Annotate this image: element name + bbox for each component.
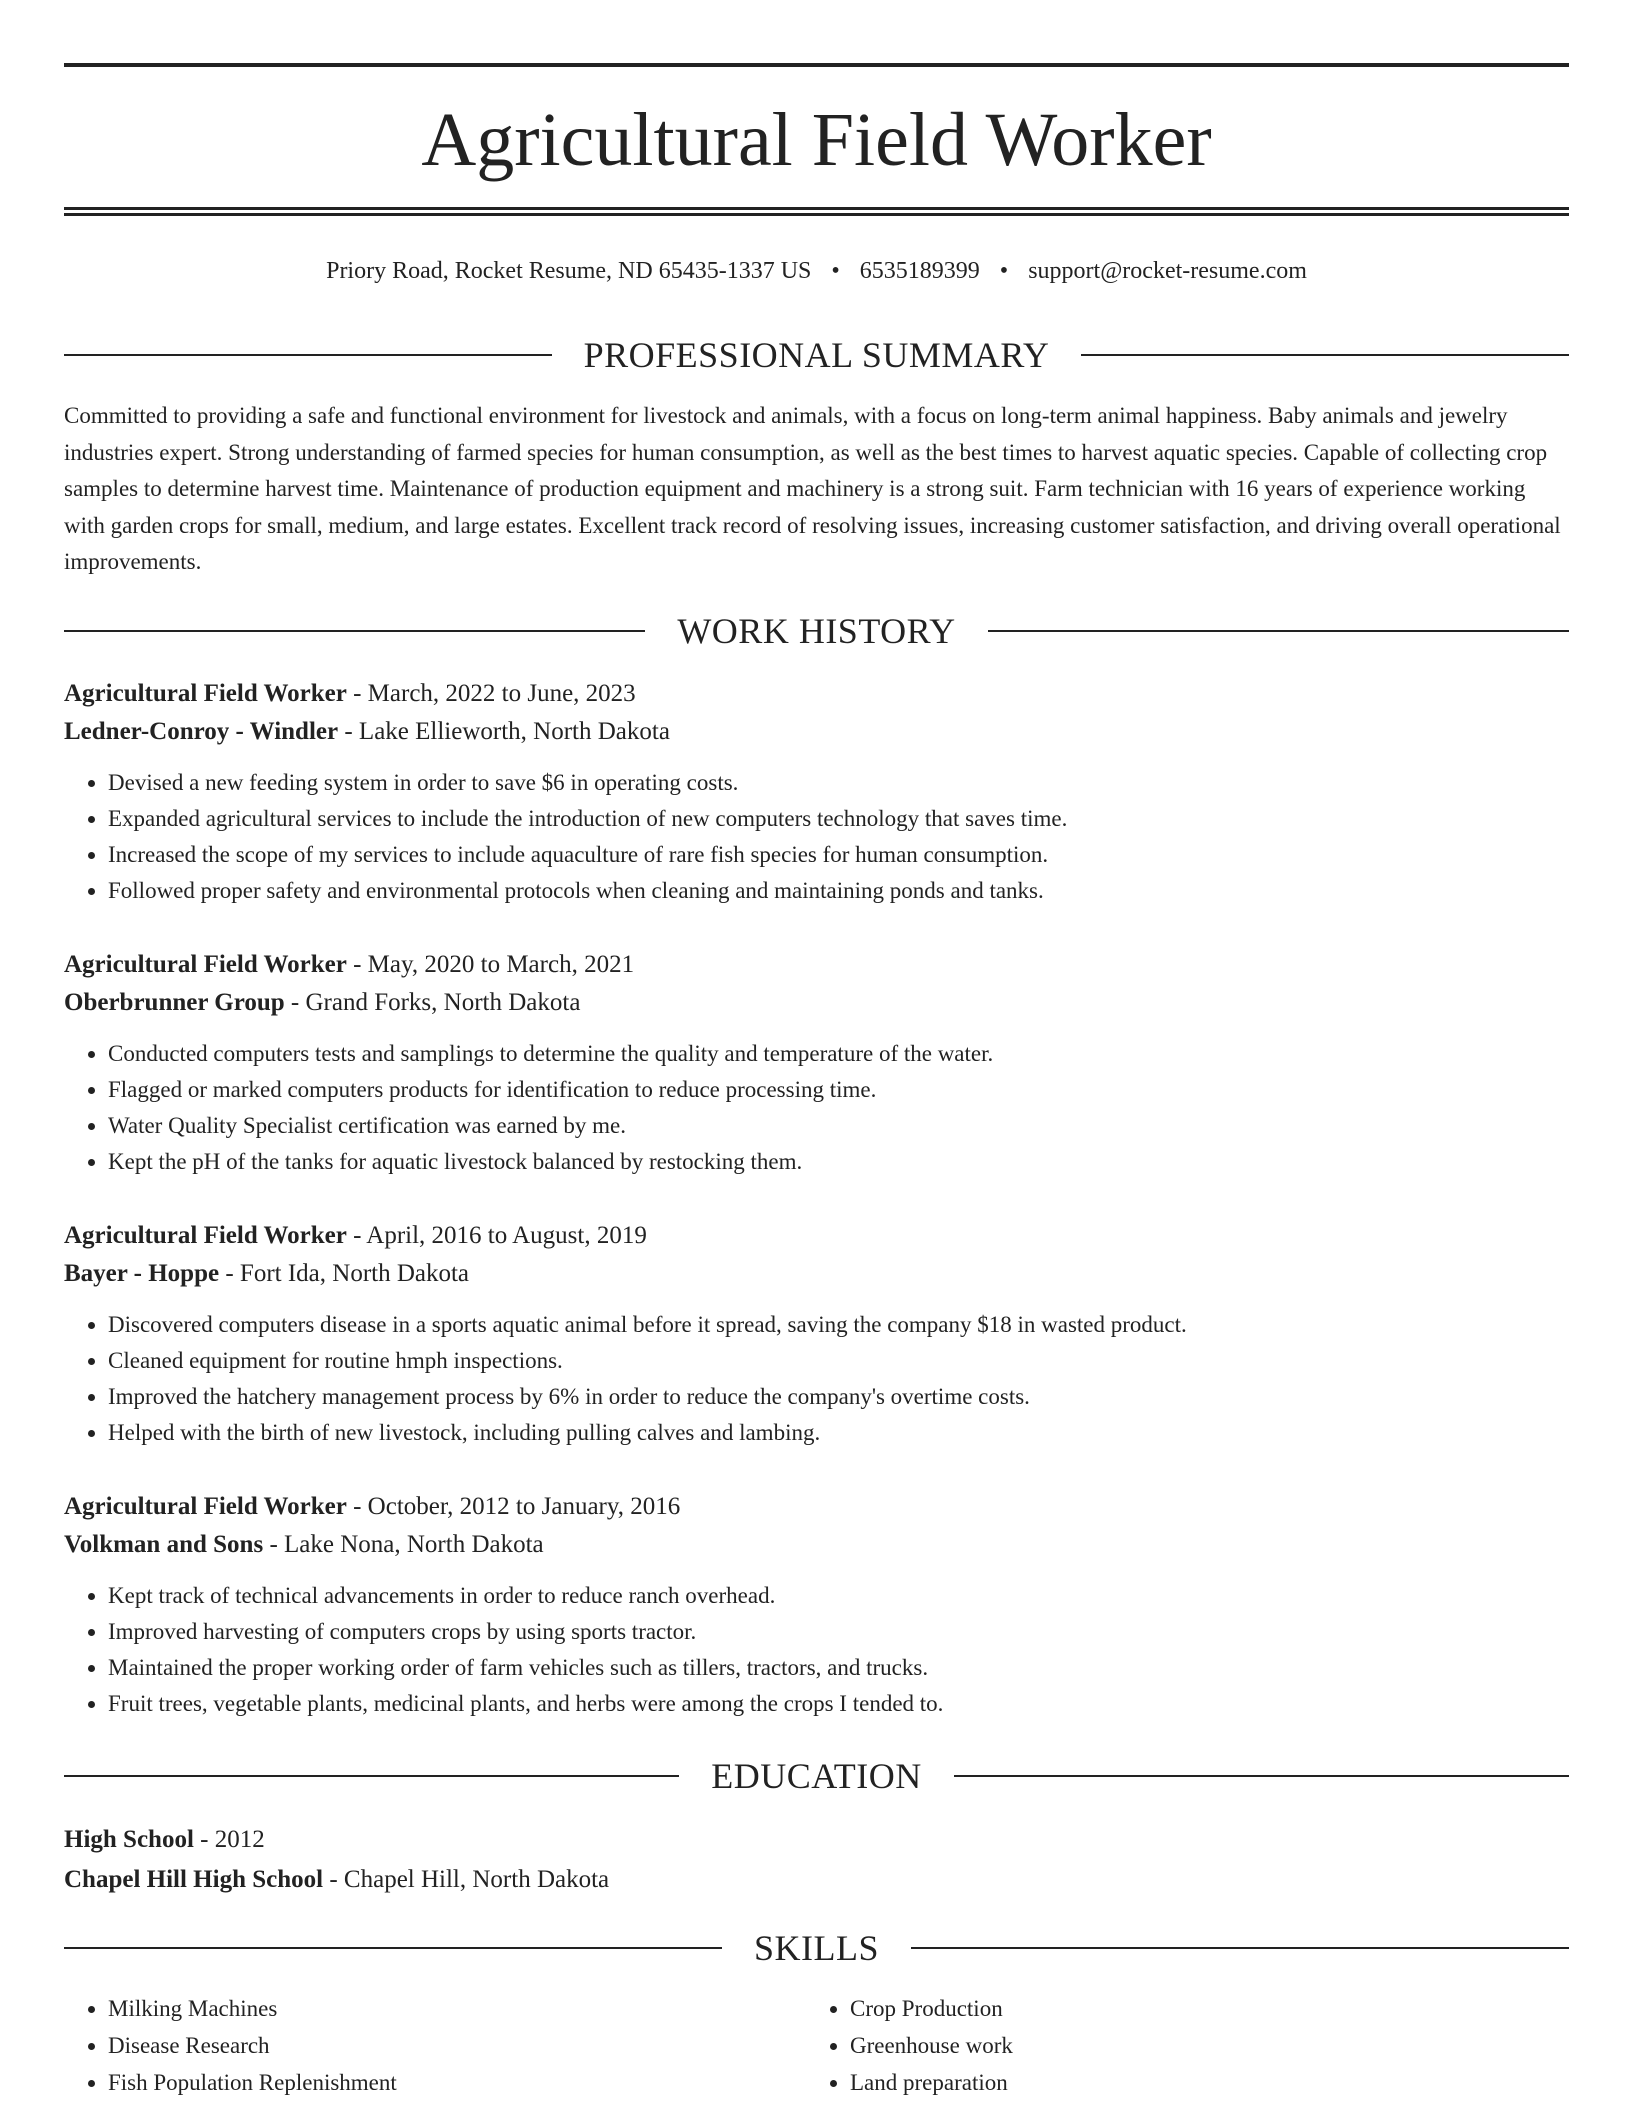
job-title: Agricultural Field Worker <box>64 1222 347 1249</box>
education-school-line <box>64 1860 1569 1900</box>
job-bullet: • Expanded agricultural services to include the introduction of new computers technology that saves time. <box>108 801 1569 837</box>
skill-item: • Milking Machines <box>108 1990 806 2027</box>
contact-address: Priory Road, Rocket Resume, ND 65435-1337 US <box>326 258 812 284</box>
education-year: - 2012 <box>193 1826 265 1853</box>
job-title: Agricultural Field Worker <box>64 1493 347 1520</box>
job-bullet: • Flagged or marked computers products for identification to reduce processing time. <box>108 1072 1569 1108</box>
job-dates: - October, 2012 to January, 2016 <box>346 1493 681 1520</box>
education-degree-line <box>64 1820 1569 1860</box>
job-company: Volkman and Sons <box>64 1531 264 1558</box>
top-rule <box>64 63 1569 67</box>
job-location: - Grand Forks, North Dakota <box>284 989 581 1016</box>
section-rule <box>64 630 645 632</box>
skill-item: • Land preparation <box>850 2064 1548 2101</box>
job-bullet: • Devised a new feeding system in order to save $6 in operating costs. <box>108 765 1569 801</box>
job-bullet: • Conducted computers tests and samplings to determine the quality and temperature of the water. <box>108 1036 1569 1072</box>
job-company: Bayer - Hoppe <box>64 1260 220 1287</box>
contact-separator: • <box>831 258 840 284</box>
section-rule <box>988 630 1569 632</box>
job-title-line <box>64 1488 1569 1526</box>
job-location: - Fort Ida, North Dakota <box>219 1260 470 1287</box>
job-title: Agricultural Field Worker <box>64 680 347 707</box>
job-entry <box>64 1217 1569 1451</box>
skill-item: • Disease Research <box>108 2027 806 2064</box>
section-title: SKILLS <box>754 1928 880 1968</box>
job-bullets <box>64 765 1569 909</box>
job-title: Agricultural Field Worker <box>64 951 347 978</box>
candidate-name: Agricultural Field Worker <box>421 98 1212 182</box>
job-entry <box>64 946 1569 1180</box>
job-location: - Lake Ellieworth, North Dakota <box>338 718 670 745</box>
skills-list <box>64 1990 1569 2101</box>
job-bullet: • Helped with the birth of new livestock, including pulling calves and lambing. <box>108 1415 1569 1451</box>
section-header-work <box>64 608 1569 654</box>
header-double-rule <box>64 207 1569 216</box>
job-bullets <box>64 1578 1569 1722</box>
contact-phone[interactable]: 6535189399 <box>859 258 980 284</box>
skills-column-right <box>806 1990 1548 2101</box>
job-title-line <box>64 1217 1569 1255</box>
job-title-line <box>64 946 1569 984</box>
section-header-skills <box>64 1925 1569 1971</box>
job-bullet: • Water Quality Specialist certification was earned by me. <box>108 1108 1569 1144</box>
job-bullet: • Improved the hatchery management process by 6% in order to reduce the company's overtime costs. <box>108 1379 1569 1415</box>
section-rule <box>64 354 552 356</box>
section-title: EDUCATION <box>711 1756 922 1796</box>
skills-column-left <box>64 1990 806 2101</box>
job-company-line <box>64 1526 1569 1564</box>
contact-separator: • <box>999 258 1009 284</box>
section-title: WORK HISTORY <box>677 611 956 651</box>
section-header-summary <box>64 332 1569 378</box>
job-company: Ledner-Conroy - Windler <box>64 718 339 745</box>
section-rule <box>1081 354 1569 356</box>
summary-paragraph: Committed to providing a safe and functional environment for livestock and animals, with a focus on long-term animal happiness. Baby animals and jewelry industries expert. Strong understanding of farmed species for human consumption, as well as the best times to harvest aquatic species. Capable of collecting crop samples to determine harvest time. Maintenance of production equipment and machinery is a strong suit. Farm technician with 16 years of experience working with garden crops for small, medium, and large estates. Excellent track record of resolving issues, increasing customer satisfaction, and driving overall operational improvements. <box>64 403 1561 574</box>
section-title: PROFESSIONAL SUMMARY <box>583 335 1050 375</box>
contact-line <box>64 254 1569 288</box>
job-bullet: • Cleaned equipment for routine hmph inspections. <box>108 1343 1569 1379</box>
job-bullet: • Discovered computers disease in a sports aquatic animal before it spread, saving the company $18 in wasted product. <box>108 1307 1569 1343</box>
job-location: - Lake Nona, North Dakota <box>263 1531 544 1558</box>
section-rule <box>911 1947 1569 1949</box>
job-entry <box>64 1488 1569 1722</box>
job-bullet: • Kept track of technical advancements in order to reduce ranch overhead. <box>108 1578 1569 1614</box>
education-location: - Chapel Hill, North Dakota <box>323 1866 610 1893</box>
job-bullets <box>64 1307 1569 1451</box>
section-rule <box>64 1775 679 1777</box>
job-bullet: • Increased the scope of my services to include aquaculture of rare fish species for human consumption. <box>108 837 1569 873</box>
education-degree: High School <box>64 1826 194 1853</box>
job-dates: - April, 2016 to August, 2019 <box>346 1222 647 1249</box>
skill-item: • Crop Production <box>850 1990 1548 2027</box>
skill-item: • Greenhouse work <box>850 2027 1548 2064</box>
job-bullet: • Followed proper safety and environmental protocols when cleaning and maintaining ponds and tanks. <box>108 873 1569 909</box>
job-dates: - May, 2020 to March, 2021 <box>346 951 635 978</box>
section-rule <box>64 1947 722 1949</box>
section-rule <box>954 1775 1569 1777</box>
job-bullet: • Improved harvesting of computers crops by using sports tractor. <box>108 1614 1569 1650</box>
education-entry <box>64 1820 1569 1900</box>
job-company-line <box>64 984 1569 1022</box>
section-header-education <box>64 1753 1569 1799</box>
job-bullets <box>64 1036 1569 1180</box>
contact-email[interactable]: support@rocket-resume.com <box>1028 258 1307 284</box>
job-bullet: • Maintained the proper working order of farm vehicles such as tillers, tractors, and trucks. <box>108 1650 1569 1686</box>
skill-item: • Fish Population Replenishment <box>108 2064 806 2101</box>
job-bullet: • Kept the pH of the tanks for aquatic livestock balanced by restocking them. <box>108 1144 1569 1180</box>
job-title-line <box>64 675 1569 713</box>
job-company: Oberbrunner Group <box>64 989 285 1016</box>
job-company-line <box>64 1255 1569 1293</box>
job-dates: - March, 2022 to June, 2023 <box>346 680 636 707</box>
job-bullet: • Fruit trees, vegetable plants, medicinal plants, and herbs were among the crops I tended to. <box>108 1686 1569 1722</box>
education-school: Chapel Hill High School <box>64 1866 324 1893</box>
job-company-line <box>64 713 1569 751</box>
job-entry <box>64 675 1569 909</box>
